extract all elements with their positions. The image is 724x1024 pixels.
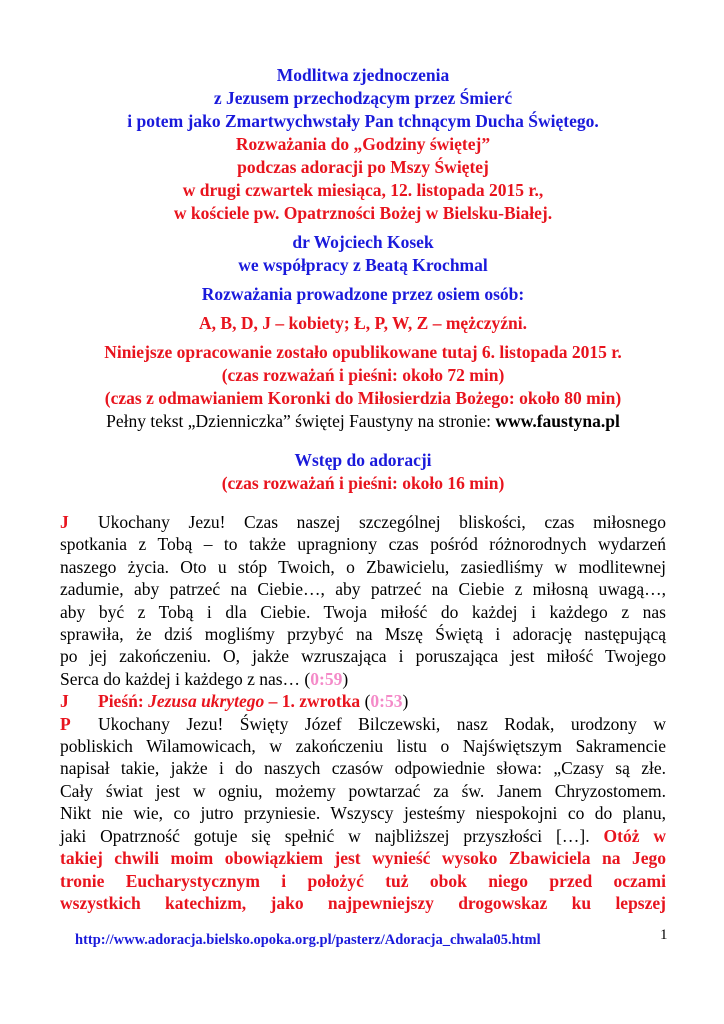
place-line: w kościele pw. Opatrzności Bożej w Bielsku-Białej.: [173, 203, 553, 223]
document-page: [60, 64, 666, 914]
document-header: [60, 64, 666, 495]
paragraph-line: jaki Opatrzność gotuje się spełnić w najbliższej przyszłości […]. Otóż w: [60, 825, 666, 846]
paragraph-line: spotkania z Tobą – to także upragniony czas pośród różnorodnych wydarzeń: [60, 534, 666, 555]
paragraph-2: [60, 713, 666, 915]
subtitle-line-2: podczas adoracji po Mszy Świętej: [237, 157, 489, 177]
time-line-1: (czas rozważań i pieśni: około 72 min): [221, 365, 505, 385]
paragraph-line: po jej zakończeniu. O, jakże wzruszająca i poruszająca jest miłość Twojego: [60, 646, 666, 667]
persons-list: A, B, D, J – kobiety; Ł, P, W, Z – mężczyźni.: [199, 313, 527, 333]
time-line-2: (czas z odmawianiem Koronki do Miłosierdzia Bożego: około 80 min): [104, 388, 622, 408]
paragraph-line: sprawiła, że dziś mogliśmy przybyć na Mszę Świętą i adorację następującą: [60, 624, 666, 645]
paragraph-line: zadumie, aby patrzeć na Ciebie…, aby patrzeć na Ciebie z miłosną uwagą…,: [60, 579, 666, 600]
coauthor-line: we współpracy z Beatą Krochmal: [238, 255, 488, 275]
page-number: 1: [660, 927, 668, 943]
speaker-marker: P: [60, 713, 71, 734]
paragraph-line: Serca do każdej i każdego z nas… (0:59): [60, 668, 349, 689]
paragraph-line: Nikt nie wie, co jutro przyniesie. Wszyscy jesteśmy niespokojni co do planu,: [60, 803, 666, 824]
song-line: J Pieśń: Jezusa ukrytego – 1. zwrotka (0:53): [60, 691, 409, 712]
speaker-marker: J: [60, 512, 69, 532]
paragraph-line: aby być z Tobą i dla Ciebie. Twoja miłość do każdej i każdego z nas: [60, 601, 666, 622]
emphasis-line: takiej chwili moim obowiązkiem jest wynieść wysoko Zbawiciela na Jego: [60, 848, 666, 869]
title-line-2: z Jezusem przechodzącym przez Śmierć: [213, 88, 513, 108]
footer-url[interactable]: http://www.adoracja.bielsko.opoka.org.pl/pasterz/Adoracja_chwala05.html: [75, 932, 541, 948]
section-title: Wstęp do adoracji: [294, 450, 432, 470]
fulltext-prefix: Pełny tekst „Dzienniczka” świętej Faustyny na stronie:: [106, 411, 496, 431]
paragraph-line: P Ukochany Jezu! Święty Józef Bilczewski, nasz Rodak, urodzony w: [60, 713, 666, 734]
speaker-marker: J: [60, 691, 69, 712]
timestamp: 0:53: [370, 691, 403, 712]
author-line: dr Wojciech Kosek: [292, 232, 434, 252]
paragraph-line: Cały świat jest w ogniu, możemy powtarzać za św. Janem Chryzostomem.: [60, 780, 666, 801]
fulltext-line: [60, 410, 666, 433]
paragraph-line: J Ukochany Jezu! Czas naszej szczególnej bliskości, czas miłosnego: [60, 512, 666, 532]
timestamp: 0:59: [310, 668, 343, 689]
persons-line: Rozważania prowadzone przez osiem osób:: [201, 284, 525, 304]
published-line: Niniejsze opracowanie zostało opublikowane tutaj 6. listopada 2015 r.: [104, 342, 622, 362]
subtitle-line-1: Rozważania do „Godziny świętej”: [235, 134, 491, 154]
song-verse: – 1. zwrotka: [264, 691, 361, 712]
faustyna-link[interactable]: www.faustyna.pl: [495, 411, 620, 431]
emphasis-line: tronie Eucharystycznym i położyć tuż obok niego przed oczami: [60, 870, 666, 891]
paragraph-line: pobliskich Wilamowicach, w zakończeniu listu o Najświętszym Sakramencie: [60, 736, 666, 757]
song-title: Jezusa ukrytego: [148, 691, 265, 712]
title-line-1: Modlitwa zjednoczenia: [276, 65, 450, 85]
section-time: (czas rozważań i pieśni: około 16 min): [221, 473, 505, 493]
date-line: w drugi czwartek miesiąca, 12. listopada 2015 r.,: [182, 180, 544, 200]
paragraph-1: [60, 511, 666, 690]
paragraph-line: naszego życia. Oto u stóp Twoich, o Zbawicielu, zasiedliśmy w modlitewnej: [60, 556, 666, 577]
emphasis-line: wszystkich katechizm, jako najpewniejszy drogowskaz ku lepszej: [60, 892, 666, 913]
song-label: Pieśń:: [98, 691, 149, 712]
paragraph-line: napisał takie, jakże i do naszych czasów odpowiednie słowa: „Czasy są złe.: [60, 758, 666, 779]
title-line-3: i potem jako Zmartwychwstały Pan tchnącym Ducha Świętego.: [127, 111, 599, 131]
